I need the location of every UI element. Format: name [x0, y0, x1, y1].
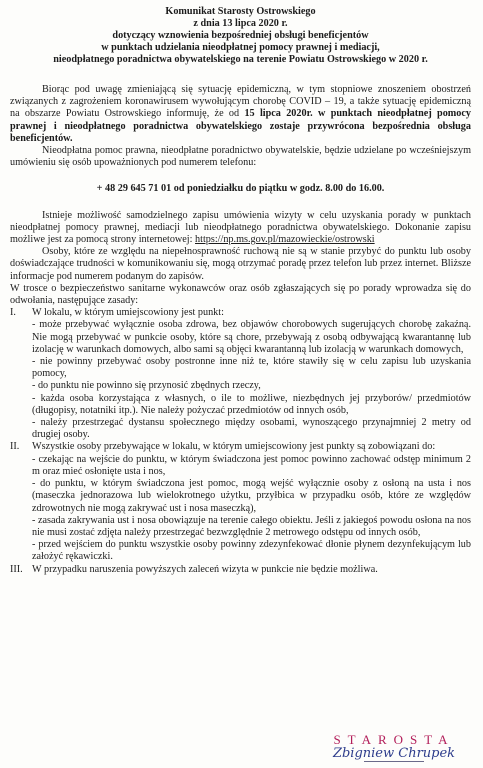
header-date: z dnia 13 lipca 2020 r.	[193, 18, 288, 29]
signature-underline	[364, 761, 424, 762]
intro-paragraph	[10, 84, 471, 145]
appointment-paragraph: Nieodpłatna pomoc prawna, nieodpłatne poradnictwo obywatelskie, będzie udzielane po wcześniejszym umówieniu się osób upoważnionych pod numerem telefonu:	[10, 145, 471, 169]
rule-section-body	[32, 564, 471, 576]
rule-section-body	[32, 307, 471, 319]
rule-section-number: III.	[10, 563, 23, 575]
signature-name: Zbigniew Chrupek	[332, 745, 456, 761]
rule-item: - do punktu, w którym świadczona jest pomoc, mogą wejść wyłącznie osoby z osłoną na usta i nos (maseczka jednorazowa lub wielokrotnego użytku, przyłbica w przypadku osób, które ze względów zdrowotnych nie mogą zakrywać ust i nosa maseczką),	[32, 478, 471, 514]
disability-paragraph: Osoby, które ze względu na niepełnosprawność ruchową nie są w stanie przybyć do punktu lub osoby doświadczające trudności w komunikowaniu się, mogą otrzymać poradę przez telefon lub przez internet. Bliższe informacje pod numerem podanym do zapisów.	[10, 246, 471, 282]
rule-section-title: W lokalu, w którym umiejscowiony jest punkt:	[32, 307, 224, 319]
rule-item: - nie powinny przebywać osoby postronne inne niż te, które stawiły się w celu zapisu lub uzyskania pomocy,	[32, 356, 471, 380]
rule-item: - każda osoba korzystająca z własnych, o ile to możliwe, niezbędnych jej przyborów/ przedmiotów (długopisy, notatniki itp.). Nie należy pożyczać przedmiotów od innych osób,	[32, 392, 471, 416]
phone-line: + 48 29 645 71 01 od poniedziałku do piątku w godz. 8.00 do 16.00.	[96, 183, 385, 195]
document-header	[10, 6, 471, 66]
online-registration-text: Istnieje możliwość samodzielnego zapisu umówienia wizyty w celu uzyskania porady w punktach nieodpłatnej pomocy prawnej, mediacji lub nieodpłatnego poradnictwa obywatelskiego. Dokonanie zapisu możliwe jest za pomocą strony internetowej:	[10, 209, 471, 246]
rule-section-number: I.	[10, 307, 16, 319]
rule-item: - może przebywać wyłącznie osoba zdrowa, bez objawów chorobowych sugerujących chorobę zakaźną. Nie mogą przebywać w punkcie osoby, które są chore, przebywają z osobą odbywającą kwarantannę lub izolację w warunkach domowych, albo sami są objęci kwarantanną lub izolacją w warunkach domowych,	[32, 319, 471, 355]
intro-text: Biorąc pod uwagę zmieniającą się sytuację epidemiczną, w tym stopniowe znoszeniem obostrzeń związanych z zagrożeniem koronawirusem wywołującym chorobę COVID – 19, a także sytuację epidemiczną na obszarze Powiatu Ostrowskiego informuję, że od	[10, 84, 471, 120]
header-subject-2: w punktach udzielania nieodpłatnej pomocy prawnej i mediacji,	[101, 42, 380, 53]
rules-intro-paragraph: W trosce o bezpieczeństwo sanitarne wykonawców oraz osób zgłaszających się po porady wprowadza się do odwołania, następujące zasady:	[10, 282, 471, 307]
header-subject-1: dotyczący wznowienia bezpośredniej obsługi beneficjentów	[112, 30, 369, 41]
rule-item: - przed wejściem do punktu wszystkie osoby powinny zdezynfekować dłonie płynem dezynfekującym lub założyć rękawiczki.	[32, 539, 471, 563]
rule-section-number: II.	[10, 441, 20, 453]
rule-section-body	[32, 441, 471, 453]
rule-item: - do punktu nie powinno się przynosić zbędnych rzeczy,	[32, 380, 261, 392]
header-title: Komunikat Starosty Ostrowskiego	[165, 6, 316, 17]
signature-block	[319, 731, 469, 762]
intro-bold-text: 15 lipca 2020r. w punktach nieodpłatnej pomocy prawnej i nieodpłatnego poradnictwa obywatelskiego zostaje przywrócona bezpośrednia obsługa beneficjentów.	[10, 108, 471, 144]
header-subject-3: nieodpłatnego poradnictwa obywatelskiego na terenie Powiatu Ostrowskiego w 2020 r.	[53, 54, 428, 65]
rule-item: - należy przestrzegać dystansu społecznego między osobami, wynoszącego przynajmniej 2 metry od drugiej osoby.	[32, 417, 471, 441]
rule-section-title: W przypadku naruszenia powyższych zaleceń wizyta w punkcie nie będzie możliwa.	[32, 563, 378, 575]
rule-section	[10, 564, 471, 576]
rule-section	[10, 441, 471, 453]
registration-link[interactable]: https://np.ms.gov.pl/mazowieckie/ostrowski	[195, 234, 375, 246]
rule-item: - czekając na wejście do punktu, w którym świadczona jest pomoc powinno zachować odstęp minimum 2 m oraz mieć osłonięte usta i nos,	[32, 453, 471, 477]
rule-item: - zasada zakrywania ust i nosa obowiązuje na terenie całego obiektu. Jeśli z jakiegoś powodu osłona na nos nie musi zostać zdjęta należy przestrzegać bezwzględnie 2 metrowego odstępu od innych osób,	[32, 514, 471, 538]
rule-section	[10, 307, 471, 319]
rule-section-title: Wszystkie osoby przebywające w lokalu, w którym umiejscowiony jest punkty są zobowiązani do:	[32, 441, 436, 453]
signature-title: STAROSTA	[333, 731, 455, 747]
online-registration-paragraph	[10, 210, 471, 247]
rules-list	[10, 307, 471, 575]
